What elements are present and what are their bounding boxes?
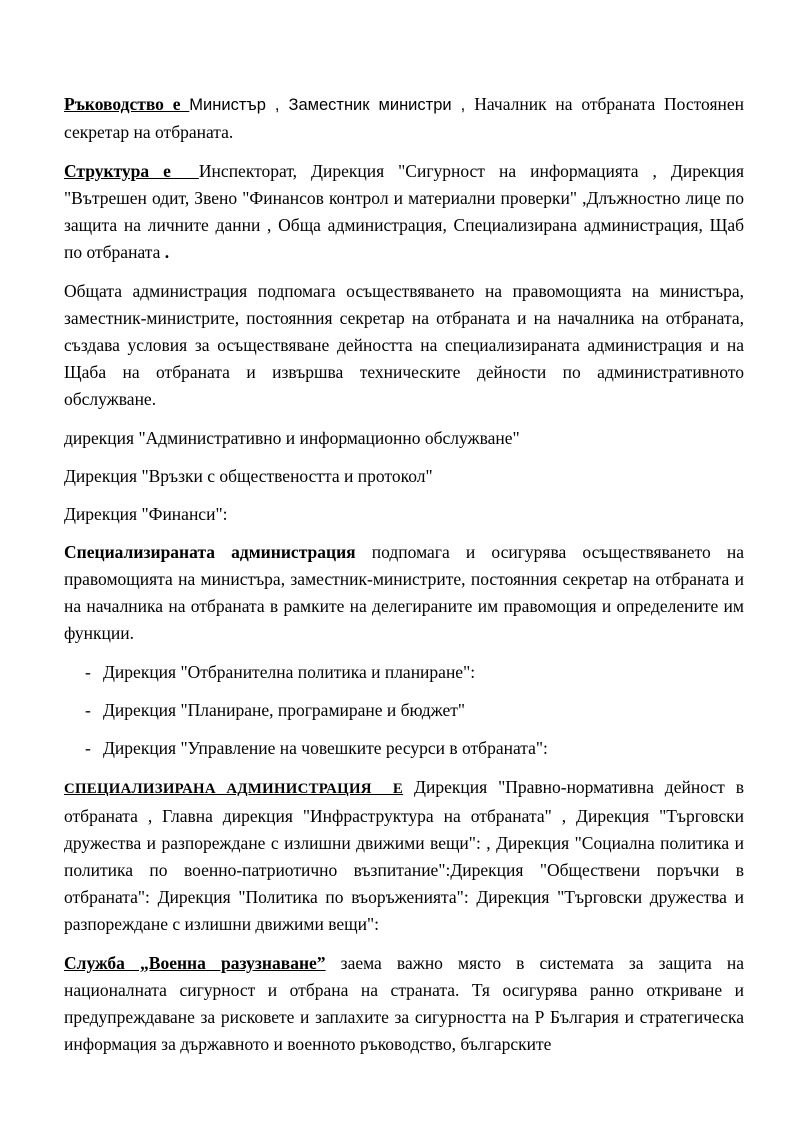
paragraph-specialized-administration xyxy=(64,539,744,647)
list-item xyxy=(85,659,744,686)
list-item-text: Дирекция "Управление на човешките ресурси в отбраната": xyxy=(103,738,548,758)
structure-bold-period: . xyxy=(160,242,170,262)
paragraph-directorate-public-relations xyxy=(64,463,744,490)
specialized-administration-caps-heading: СПЕЦИАЛИЗИРАНА АДМИНИСТРАЦИЯ Е xyxy=(64,781,404,797)
military-intelligence-text: заема важно място в системата за защита на националната сигурност и отбрана на страната. Тя осигурява ранно откриване и предупреждаване за рисковете и заплахите за сигурността на Р България и стратегическа информация за държавното и военното ръководство, българските xyxy=(64,953,745,1054)
directorate-admin-service-text: дирекция "Административно и информационно обслужване" xyxy=(64,428,520,448)
specialized-administration-composition-text: Дирекция "Правно-нормативна дейност в отбраната , Главна дирекция "Инфраструктура на отбраната" , Дирекция "Търговски дружества и разпореждане с излишни движими вещи": , Дирекция "Социална политика и политика по военно-патриотично възпитание":Дирекция "Обществени поръчки в отбраната": Дирекция "Политика по въоръженията": Дирекция "Търговски дружества и разпореждане с излишни движими вещи": xyxy=(64,777,744,934)
directorate-public-relations-text: Дирекция "Връзки с обществеността и протокол" xyxy=(64,466,433,486)
bullet-dash: - xyxy=(85,662,91,682)
bullet-dash: - xyxy=(85,700,91,720)
paragraph-general-administration xyxy=(64,278,744,413)
military-intelligence-heading: Служба „Военна разузнаване” xyxy=(64,953,326,973)
directorate-finance-text: Дирекция "Финанси": xyxy=(64,504,228,524)
specialized-administration-text: подпомага и осигурява осъществяването на правомощията на министъра, заместник-министрите, постоянния секретар на отбраната и на началника на отбраната в рамките на делегираните им правомощия и определените им функции. xyxy=(64,542,744,643)
paragraph-directorate-finance xyxy=(64,501,744,528)
paragraph-directorate-admin-service xyxy=(64,425,744,452)
paragraph-structure xyxy=(64,158,744,266)
specialized-administration-heading: Специализираната администрация xyxy=(64,542,356,562)
structure-body-text: Инспекторат, Дирекция "Сигурност на информацията , Дирекция "Вътрешен одит, Звено "Финансов контрол и материални проверки" ,Длъжностно лице по защита на личните данни , Обща администрация, Специализирана администрация, Щаб по отбраната xyxy=(64,161,744,262)
list-item-text: Дирекция "Планиране, програмиране и бюджет" xyxy=(103,700,466,720)
leadership-body-text: Началник на отбраната Постоянен секретар на отбраната. xyxy=(64,94,744,142)
paragraph-specialized-administration-composition xyxy=(64,774,744,938)
general-administration-text: Общата администрация подпомага осъществяването на правомощията на министъра, заместник-министрите, постоянния секретар на отбраната и на началника на отбраната, създава условия за осъществяване дейността на специализираната администрация и на Щаба на отбраната и извършва техническите дейности по административното обслужване. xyxy=(64,281,744,409)
list-item xyxy=(85,735,744,762)
paragraph-military-intelligence xyxy=(64,950,744,1058)
bullet-dash: - xyxy=(85,738,91,758)
paragraph-leadership xyxy=(64,91,744,146)
leadership-sans-segment: Министър , Заместник министри , xyxy=(189,96,475,114)
list-item-text: Дирекция "Отбранителна политика и планиране": xyxy=(103,662,476,682)
list-item xyxy=(85,697,744,724)
leadership-heading: Ръководство е xyxy=(64,94,190,114)
structure-heading: Структура е xyxy=(64,161,199,181)
directorates-list xyxy=(64,659,744,762)
